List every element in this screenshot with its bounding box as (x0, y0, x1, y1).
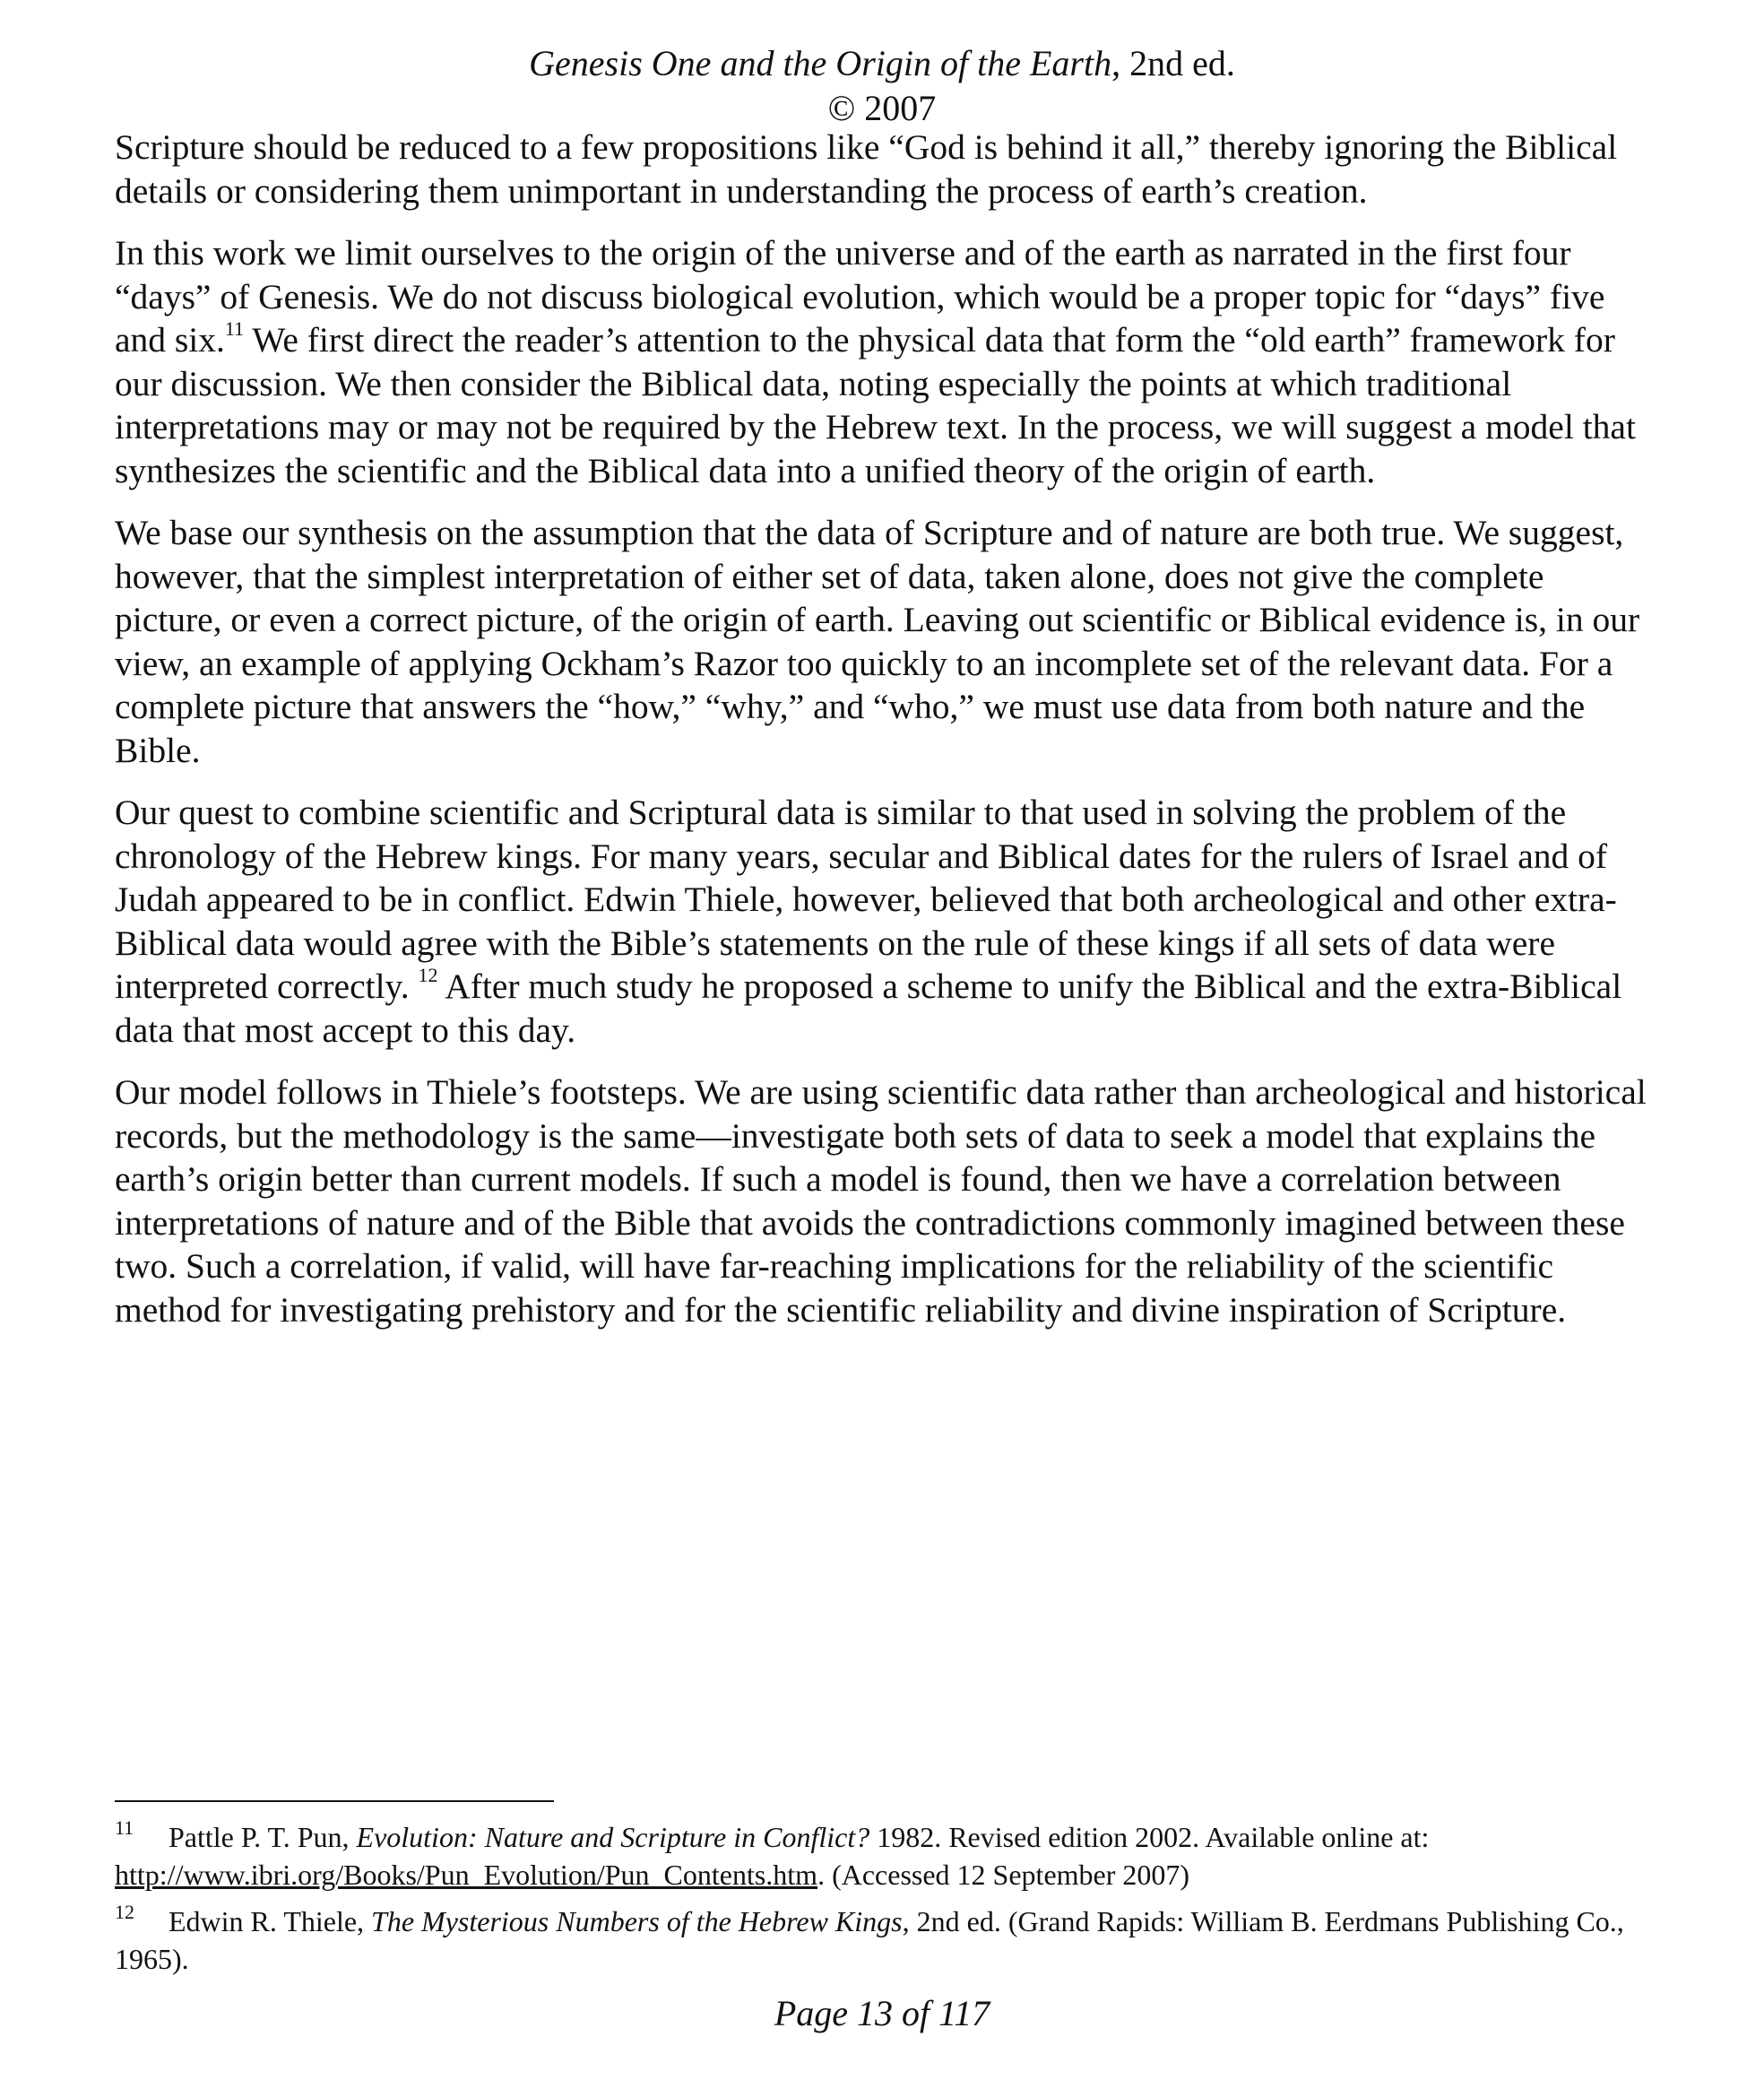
body-text (115, 126, 1656, 1350)
paragraph-2 (115, 231, 1656, 492)
running-header (0, 41, 1764, 131)
footnote-access-note: . (Accessed 12 September 2007) (817, 1859, 1190, 1891)
book-edition: , 2nd ed. (1111, 43, 1235, 83)
footnote-work-title: Evolution: Nature and Scripture in Conflict? (356, 1821, 870, 1853)
paragraph-2-part-2: We first direct the reader’s attention to the physical data that form the “old earth” framework for our discussion. We then consider the Biblical data, noting especially the points at which traditional interpretations may or may not be required by the Hebrew text. In the process, we will suggest a model that synthesizes the scientific and the Biblical data into a unified theory of the origin of earth. (115, 320, 1636, 490)
footnote-ref-11[interactable]: 11 (224, 317, 245, 340)
footnote-12: 12 Edwin R. Thiele, The Mysterious Numbers of the Hebrew Kings, 2nd ed. (Grand Rapids: William B. Eerdmans Publishing Co., 1965). (115, 1901, 1624, 1975)
paragraph-5: Our model follows in Thiele’s footsteps. We are using scientific data rather than archeological and historical records, but the methodology is the same—investigate both sets of data to seek a model that explains the earth’s origin better than current models. If such a model is found, then we have a correlation between interpretations of nature and of the Bible that avoids the contradictions commonly imagined between these two. Such a correlation, if valid, will have far-reaching implications for the reliability of the scientific method for investigating prehistory and for the scientific reliability and divine inspiration of Scripture. (115, 1072, 1647, 1330)
paragraph-4-part-1: Our quest to combine scientific and Scriptural data is similar to that used in solving the problem of the chronology of the Hebrew kings. For many years, secular and Biblical dates for the rulers of Israel and of Judah appeared to be in conflict. Edwin Thiele, however, believed that both archeological and other extra-Biblical data would agree with the Bible’s statements on the rule of these kings if all sets of data were interpreted correctly. (115, 793, 1617, 1006)
footnote-author: Pattle P. T. Pun, (169, 1821, 357, 1853)
footnote-details: , 2nd ed. (Grand Rapids: William B. Eerdmans Publishing Co., 1965). (115, 1905, 1624, 1975)
footnote-11: 11 Pattle P. T. Pun, Evolution: Nature and Scripture in Conflict? 1982. Revised edition 2002. Available online at: http://www.ibri.org/Books/Pun_Evolution/Pun_Contents.htm. (Accessed 12 September 2007) (115, 1816, 1430, 1891)
paragraph-1: Scripture should be reduced to a few propositions like “God is behind it all,” thereby ignoring the Biblical details or considering them unimportant in understanding the process of earth’s creation. (115, 127, 1618, 211)
paragraph-4-part-2: After much study he proposed a scheme to unify the Biblical and the extra-Biblical data that most accept to this day. (115, 966, 1622, 1050)
footnote-details: 1982. Revised edition 2002. Available online at: (869, 1821, 1430, 1853)
paragraph-4 (115, 791, 1656, 1052)
footnote-link[interactable]: http://www.ibri.org/Books/Pun_Evolution/Pun_Contents.htm (115, 1859, 818, 1891)
footnote-ref-12[interactable]: 12 (418, 964, 438, 986)
footnote-divider (115, 1800, 554, 1802)
book-title: Genesis One and the Origin of the Earth (529, 43, 1112, 83)
copyright-notice: © 2007 (827, 88, 937, 128)
paragraph-3: We base our synthesis on the assumption that the data of Scripture and of nature are both true. We suggest, however, that the simplest interpretation of either set of data, taken alone, does not give the complete picture, or even a correct picture, of the origin of earth. Leaving out scientific or Biblical evidence is, in our view, an example of applying Ockham’s Razor too quickly to an incomplete set of the relevant data. For a complete picture that answers the “how,” “why,” and “who,” we must use data from both nature and the Bible. (115, 513, 1640, 770)
paragraph-2-part-1: In this work we limit ourselves to the origin of the universe and of the earth as narrated in the first four “days” of Genesis. We do not discuss biological evolution, which would be a proper topic for “days” five and six. (115, 233, 1605, 360)
footnote-author: Edwin R. Thiele, (169, 1905, 372, 1937)
footnotes (115, 1818, 1656, 1987)
page-number: Page 13 of 117 (774, 1993, 990, 2033)
header-title-line (0, 41, 1764, 86)
footnote-work-title: The Mysterious Numbers of the Hebrew Kings (371, 1905, 903, 1937)
